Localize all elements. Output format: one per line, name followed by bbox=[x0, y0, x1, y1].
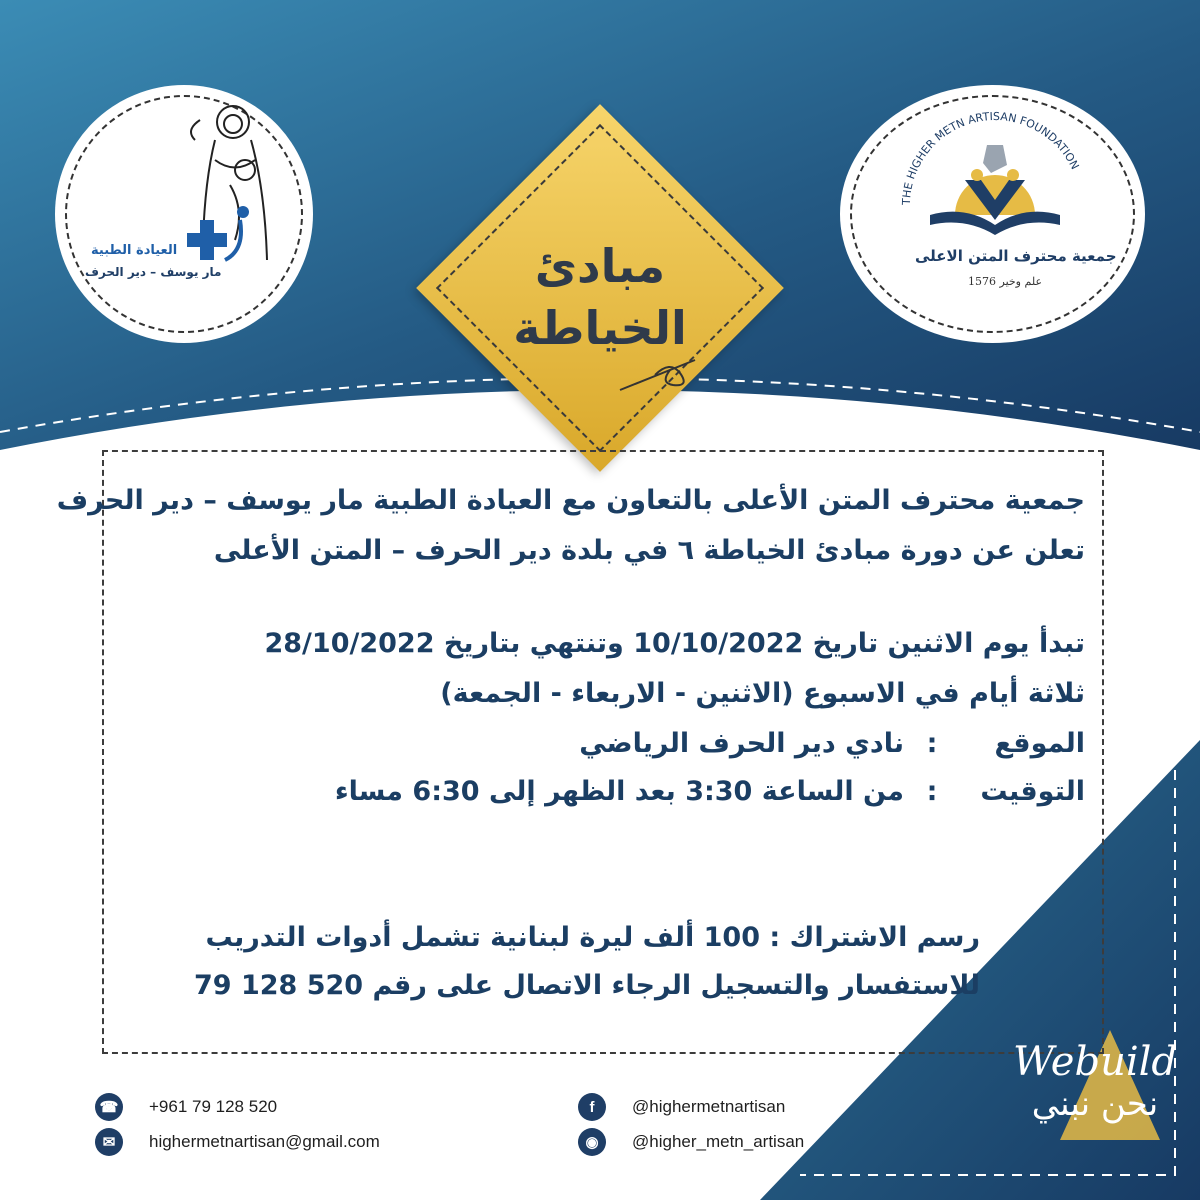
clinic-name: العيادة الطبية bbox=[91, 243, 178, 258]
title-line-2: الخياطة bbox=[513, 301, 687, 355]
course-title bbox=[460, 235, 740, 359]
open-book-icon bbox=[925, 135, 1065, 235]
instagram-handle: @higher_metn_artisan bbox=[632, 1132, 805, 1151]
phone-number: +961 79 128 520 bbox=[149, 1097, 278, 1116]
location-value: نادي دير الحرف الرياضي bbox=[579, 728, 904, 759]
email-address: highermetnartisan@gmail.com bbox=[149, 1132, 380, 1151]
phone-icon: ☎ bbox=[95, 1093, 123, 1121]
foundation-tagline: علم وخير 1576 bbox=[968, 275, 1043, 288]
phone-contact[interactable] bbox=[95, 1093, 277, 1121]
time-separator: : bbox=[926, 776, 938, 807]
location-separator: : bbox=[926, 728, 938, 759]
time-value: من الساعة 3:30 بعد الظهر إلى 6:30 مساء bbox=[334, 776, 904, 807]
svg-text:THE HIGHER METN ARTISAN FOUNDA: THE HIGHER METN ARTISAN FOUNDATION bbox=[899, 109, 1082, 206]
location-row bbox=[579, 728, 1085, 759]
needle-thread-icon bbox=[615, 355, 705, 405]
date-line: تبدأ يوم الاثنين تاريخ 10/10/2022 وتنتهي بتاريخ 28/10/2022 bbox=[264, 628, 1085, 659]
foundation-arabic-name: جمعية محترف المتن الاعلى bbox=[915, 247, 1117, 265]
clinic-location: مار يوسف – دير الحرف bbox=[85, 265, 222, 279]
days-line: ثلاثة أيام في الاسبوع (الاثنين - الاربعاء - الجمعة) bbox=[440, 678, 1085, 709]
fee-line: رسم الاشتراك : 100 ألف ليرة لبنانية تشمل أدوات التدريب bbox=[205, 922, 980, 953]
intro-line-1: جمعية محترف المتن الأعلى بالتعاون مع العيادة الطبية مار يوسف – دير الحرف bbox=[56, 485, 1085, 516]
facebook-contact[interactable] bbox=[578, 1093, 785, 1121]
clinic-logo bbox=[55, 85, 313, 343]
time-row bbox=[335, 776, 1085, 807]
intro-line-2: تعلن عن دورة مبادئ الخياطة ٦ في بلدة دير الحرف – المتن الأعلى bbox=[213, 535, 1085, 566]
foundation-logo bbox=[840, 85, 1145, 343]
contact-line: للاستفسار والتسجيل الرجاء الاتصال على رقم 520 128 79 bbox=[193, 970, 980, 1001]
location-label: الموقع bbox=[994, 728, 1085, 759]
facebook-icon: f bbox=[578, 1093, 606, 1121]
time-label: التوقيت bbox=[980, 776, 1085, 807]
webuild-brand bbox=[1010, 1040, 1180, 1124]
email-contact[interactable] bbox=[95, 1128, 380, 1156]
email-icon: ✉ bbox=[95, 1128, 123, 1156]
instagram-icon: ◉ bbox=[578, 1128, 606, 1156]
title-line-1: مبادئ bbox=[534, 239, 666, 293]
brand-arabic: نحن نبني bbox=[1031, 1084, 1159, 1124]
facebook-handle: @highermetnartisan bbox=[632, 1097, 786, 1116]
instagram-contact[interactable] bbox=[578, 1128, 804, 1156]
brand-latin: Webuild bbox=[1012, 1039, 1178, 1085]
